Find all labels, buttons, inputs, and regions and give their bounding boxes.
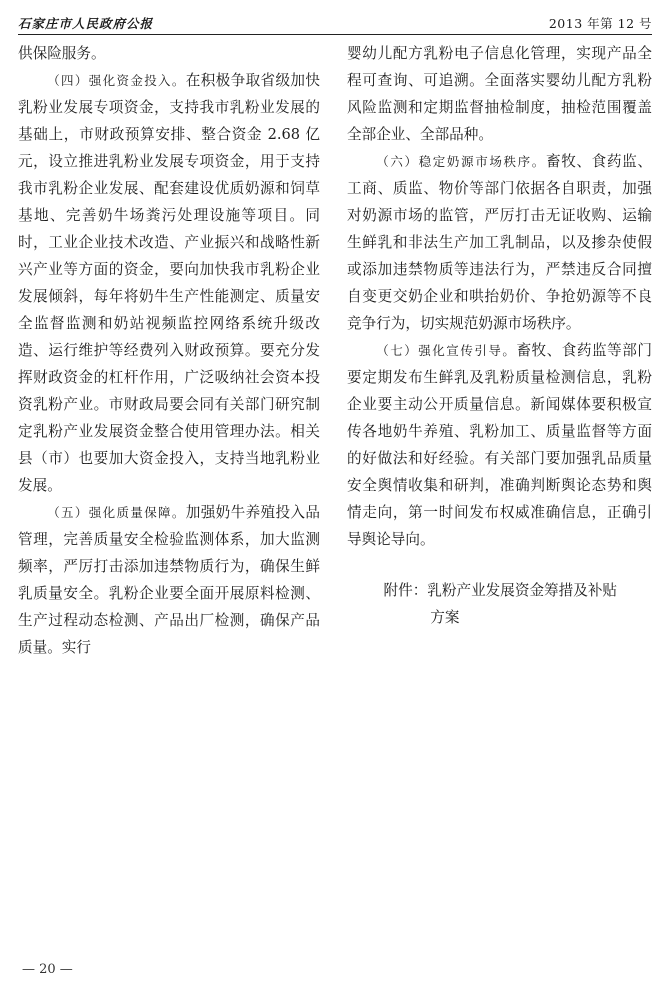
paragraph-funding (18, 67, 320, 499)
right-column (347, 40, 652, 631)
paragraph-continuation: 供保险服务。 (18, 45, 106, 62)
section-body-quality: 加强奶牛养殖投入品管理，完善质量安全检验监测体系，加大监测频率，严厉打击添加违禁物质行为，确保生鲜乳质量安全。乳粉企业要全面开展原料检测、生产过程动态检测、产品出厂检测，确保产品质量。实行 (18, 504, 320, 656)
section-body-market-order: 畜牧、食药监、工商、质监、物价等部门依据各自职责，加强对奶源市场的监管，严厉打击无证收购、运输生鲜乳和非法生产加工乳制品，以及掺杂使假或添加违禁物质等违法行为，严禁违反合同擅自变更交奶企业和哄抬奶价、争抢奶源等不良竞争行为，切实规范奶源市场秩序。 (347, 153, 652, 332)
section-body-funding: 在积极争取省级加快乳粉业发展专项资金，支持我市乳粉业发展的基础上，市财政预算安排、整合资金 2.68 亿元，设立推进乳粉业发展专项资金，用于支持我市乳粉企业发展、配套建设优质奶源和饲草基地、完善奶牛场粪污处理设施等项目。同时，工业企业技术改造、产业振兴和战略性新兴产业等方面的资金，要向加快我市乳粉企业发展倾斜，每年将奶牛生产性能测定、质量安全监督监测和奶站视频监控网络系统升级改造、运行维护等经费列入财政预算。要充分发挥财政资金的杠杆作用，广泛吸纳社会资本投资乳粉产业。市财政局要会同有关部门研究制定乳粉产业发展资金整合使用管理办法。相关县（市）也要加大资金投入，支持当地乳粉业发展。 (18, 72, 320, 494)
paragraph-market-order (347, 148, 652, 337)
attachment-note (347, 577, 652, 631)
section-heading-funding: （四）强化资金投入。 (47, 73, 186, 88)
paragraph-publicity (347, 337, 652, 553)
section-heading-quality: （五）强化质量保障。 (47, 505, 186, 520)
left-column (18, 40, 320, 661)
page-header (18, 10, 652, 35)
attachment-line-1: 附件：乳粉产业发展资金筹措及补贴 (383, 582, 618, 599)
issue-number: 2013 年第 12 号 (548, 16, 652, 31)
attachment-line-2: 方案 (430, 609, 460, 626)
section-heading-market-order: （六）稳定奶源市场秩序。 (376, 154, 546, 169)
section-heading-publicity: （七）强化宣传引导。 (376, 343, 517, 358)
page-number: — 20 — (22, 962, 73, 977)
publication-title: 石家庄市人民政府公报 (18, 16, 154, 31)
paragraph-quality (18, 499, 320, 661)
paragraph-continuation-right: 婴幼儿配方乳粉电子信息化管理，实现产品全程可查询、可追溯。全面落实婴幼儿配方乳粉风险监测和定期监督抽检制度，抽检范围覆盖全部企业、全部品种。 (347, 45, 652, 143)
section-body-publicity: 畜牧、食药监等部门要定期发布生鲜乳及乳粉质量检测信息，乳粉企业要主动公开质量信息。新闻媒体要积极宣传各地奶牛养殖、乳粉加工、质量监督等方面的好做法和好经验。有关部门要加强乳品质量安全舆情收集和研判，准确判断舆论态势和舆情走向，第一时间发布权威准确信息，正确引导舆论导向。 (347, 342, 652, 548)
